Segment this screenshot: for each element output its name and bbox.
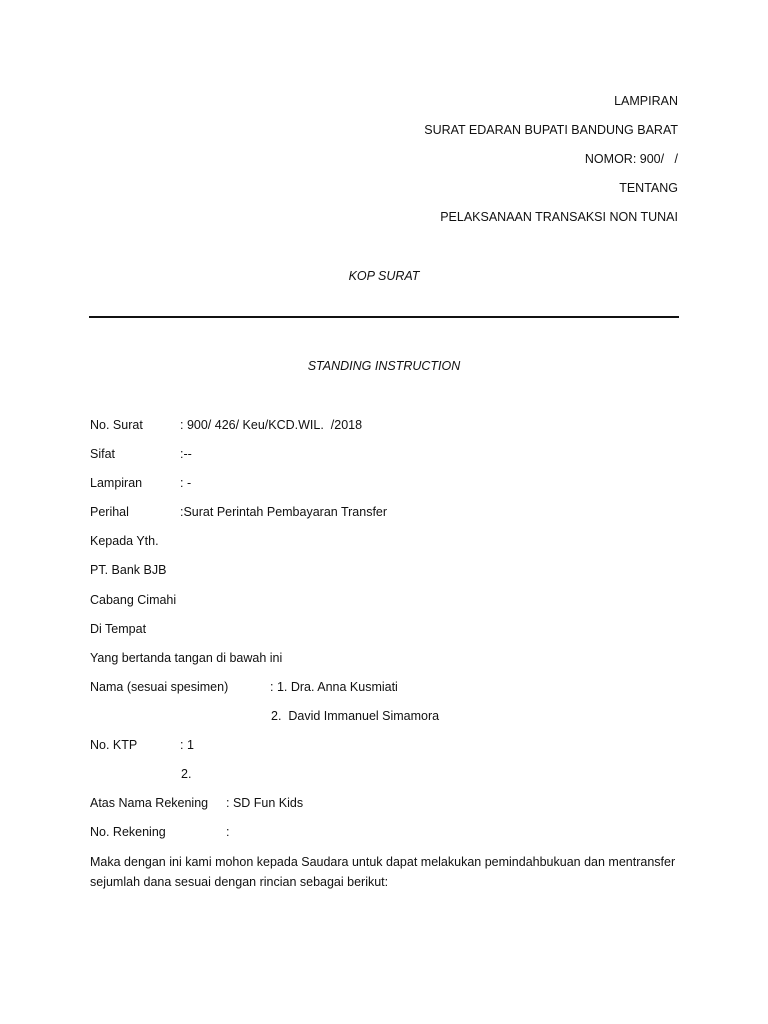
nama-value-2: 2. David Immanuel Simamora bbox=[271, 709, 440, 723]
atas-nama-value: : SD Fun Kids bbox=[226, 796, 304, 810]
signatory-intro: Yang bertanda tangan di bawah ini bbox=[90, 651, 283, 665]
ktp-value-2: 2. bbox=[181, 767, 192, 781]
closing-paragraph: Maka dengan ini kami mohon kepada Saudara untuk dapat melakukan pemindahbukuan dan mentransfer sejumlah dana sesuai dengan rincian sebagai berikut: bbox=[90, 855, 676, 889]
sifat-label: Sifat bbox=[90, 447, 116, 461]
perihal-value: :Surat Perintah Pembayaran Transfer bbox=[180, 505, 388, 519]
recipient-kepada: Kepada Yth. bbox=[90, 534, 159, 548]
header-subject: PELAKSANAAN TRANSAKSI NON TUNAI bbox=[440, 210, 678, 224]
no-surat-label: No. Surat bbox=[90, 418, 143, 432]
perihal-label: Perihal bbox=[90, 505, 129, 519]
header-nomor: NOMOR: 900/ / bbox=[584, 152, 678, 166]
recipient-tempat: Di Tempat bbox=[90, 622, 147, 636]
no-rekening-label: No. Rekening bbox=[90, 825, 166, 839]
lampiran-label: Lampiran bbox=[90, 476, 143, 490]
header-surat-edaran: SURAT EDARAN BUPATI BANDUNG BARAT bbox=[424, 123, 678, 137]
no-rekening-value: : bbox=[226, 825, 230, 839]
ktp-value-1: : 1 bbox=[180, 738, 194, 752]
document-title: STANDING INSTRUCTION bbox=[307, 359, 461, 373]
no-surat-value: : 900/ 426/ Keu/KCD.WIL. /2018 bbox=[180, 418, 363, 432]
nama-label: Nama (sesuai spesimen) bbox=[90, 680, 229, 694]
sifat-value: :-- bbox=[180, 447, 192, 461]
header-tentang: TENTANG bbox=[619, 181, 678, 195]
atas-nama-label: Atas Nama Rekening bbox=[90, 796, 209, 810]
lampiran-value: : - bbox=[180, 476, 192, 490]
header-lampiran: LAMPIRAN bbox=[614, 94, 678, 108]
recipient-bank: PT. Bank BJB bbox=[90, 563, 167, 577]
nama-value-1: : 1. Dra. Anna Kusmiati bbox=[270, 680, 398, 694]
kop-surat: KOP SURAT bbox=[348, 269, 420, 283]
recipient-cabang: Cabang Cimahi bbox=[90, 593, 177, 607]
ktp-label: No. KTP bbox=[90, 738, 138, 752]
header-divider bbox=[89, 316, 679, 318]
